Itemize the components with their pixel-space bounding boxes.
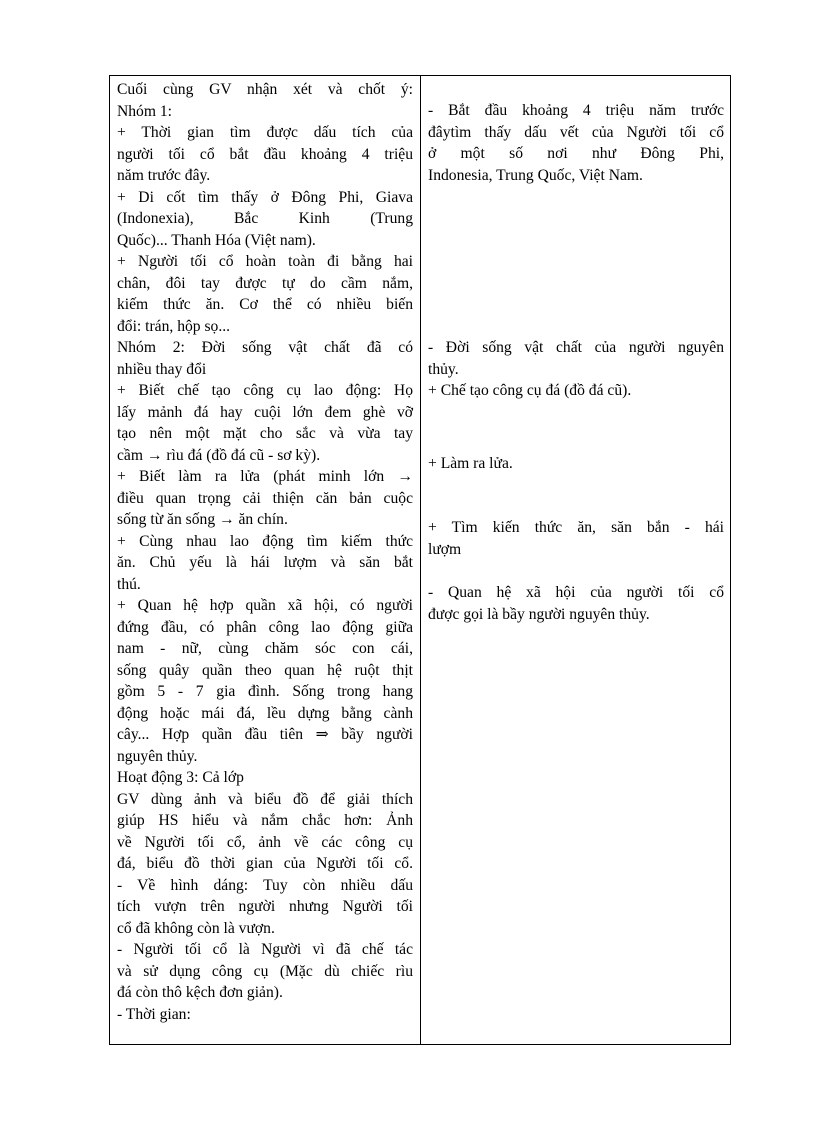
text-line: ăn. Chủ yếu là hái lượm và săn bắt xyxy=(117,554,413,571)
text-line: về Người tối cổ, ảnh về các công cụ xyxy=(117,833,413,851)
text-line: + Di cốt tìm thấy ở Đông Phi, Giava xyxy=(117,188,413,206)
text-line: kiếm thức ăn. Cơ thể có nhiều biến xyxy=(117,296,413,313)
text-line: - Về hình dáng: Tuy còn nhiều dấu xyxy=(117,876,413,894)
text-line: Hoạt động 3: Cả lớp xyxy=(117,769,244,786)
text-line: Cuối cùng GV nhận xét và chốt ý: xyxy=(117,81,413,98)
text-line: + Người tối cổ hoàn toàn đi bằng hai xyxy=(117,253,413,270)
spacer xyxy=(428,186,724,337)
text-line: + Biết làm ra lửa (phát minh lớn → xyxy=(117,468,413,485)
text-line: điều quan trọng cải thiện căn bản cuộc xyxy=(117,489,413,507)
text-line: thú. xyxy=(117,575,141,593)
text-line: tích vượn trên người nhưng Người tối xyxy=(117,898,413,915)
text-line: + Chế tạo công cụ đá (đồ đá cũ). xyxy=(428,382,632,399)
text-line: đá còn thô kệch đơn giản). xyxy=(117,984,283,1001)
text-line: nguyên thủy. xyxy=(117,747,198,765)
text-line: sống quây quần theo quan hệ ruột thịt xyxy=(117,661,413,679)
text-line: - Bắt đầu khoảng 4 triệu năm trước xyxy=(428,102,724,119)
text-line: nhiều thay đổi xyxy=(117,360,207,378)
spacer xyxy=(428,560,724,582)
text-line: - Đời sống vật chất của người nguyên xyxy=(428,339,724,356)
text-line: nam - nữ, cùng chăm sóc con cái, xyxy=(117,640,413,657)
text-line: cổ đã không còn là vượn. xyxy=(117,919,275,937)
text-line: + Làm ra lửa. xyxy=(428,454,513,472)
text-line: giúp HS hiểu và nắm chắc hơn: Ảnh xyxy=(117,812,413,829)
content-table xyxy=(109,75,731,1045)
text-line: gồm 5 - 7 gia đình. Sống trong hang xyxy=(117,683,413,700)
text-line: đâytìm thấy dấu vết của Người tối cổ xyxy=(428,123,724,141)
text-line: Quốc)... Thanh Hóa (Việt nam). xyxy=(117,231,316,249)
text-line: + Biết chế tạo công cụ lao động: Họ xyxy=(117,382,413,399)
text-line: + Thời gian tìm được dấu tích của xyxy=(117,124,413,141)
text-line: (Indonexia), Bắc Kinh (Trung xyxy=(117,210,413,227)
spacer xyxy=(428,474,724,517)
text-line: lấy mảnh đá hay cuội lớn đem ghè vỡ xyxy=(117,403,413,421)
text-line: lượm xyxy=(428,540,462,558)
text-line: thủy. xyxy=(428,360,459,378)
text-line: người tối cổ bắt đầu khoảng 4 triệu xyxy=(117,145,413,163)
text-line: đổi: trán, hộp sọ... xyxy=(117,317,231,335)
text-line: được gọi là bầy người nguyên thủy. xyxy=(428,605,650,623)
right-column xyxy=(421,76,731,1044)
text-line: Indonesia, Trung Quốc, Việt Nam. xyxy=(428,166,643,184)
text-line: tạo nên một mặt cho sắc và vừa tay xyxy=(117,425,413,442)
spacer xyxy=(428,402,724,453)
text-line: + Cùng nhau lao động tìm kiếm thức xyxy=(117,532,413,550)
text-line: cầm → rìu đá (đồ đá cũ - sơ kỳ). xyxy=(117,446,321,464)
text-line: + Quan hệ hợp quần xã hội, có người xyxy=(117,597,413,614)
text-line: và sử dụng công cụ (Mặc dù chiếc rìu xyxy=(117,962,413,980)
text-line: GV dùng ảnh và biểu đồ để giải thích xyxy=(117,790,413,808)
text-line: Nhóm 1: xyxy=(117,102,173,120)
text-line: - Thời gian: xyxy=(117,1005,191,1023)
text-line: - Người tối cổ là Người vì đã chế tác xyxy=(117,941,413,958)
text-line: ở một số nơi như Đông Phi, xyxy=(428,145,724,162)
text-line: chân, đôi tay được tự do cầm nắm, xyxy=(117,274,413,292)
text-line: + Tìm kiến thức ăn, săn bắn - hái xyxy=(428,519,724,536)
text-line: năm trước đây. xyxy=(117,167,211,184)
spacer xyxy=(428,76,724,100)
text-line: cây... Hợp quần đầu tiên ⇒ bầy người xyxy=(117,726,413,743)
text-line: động hoặc mái đá, lều dựng bằng cành xyxy=(117,704,413,722)
text-line: đứng đầu, có phân công lao động giữa xyxy=(117,618,413,636)
text-line: - Quan hệ xã hội của người tối cổ xyxy=(428,584,724,601)
text-line: sống từ ăn sống → ăn chín. xyxy=(117,511,288,528)
left-column xyxy=(110,76,420,1044)
text-line: đá, biểu đồ thời gian của Người tối cổ. xyxy=(117,855,413,872)
text-line: Nhóm 2: Đời sống vật chất đã có xyxy=(117,339,413,356)
